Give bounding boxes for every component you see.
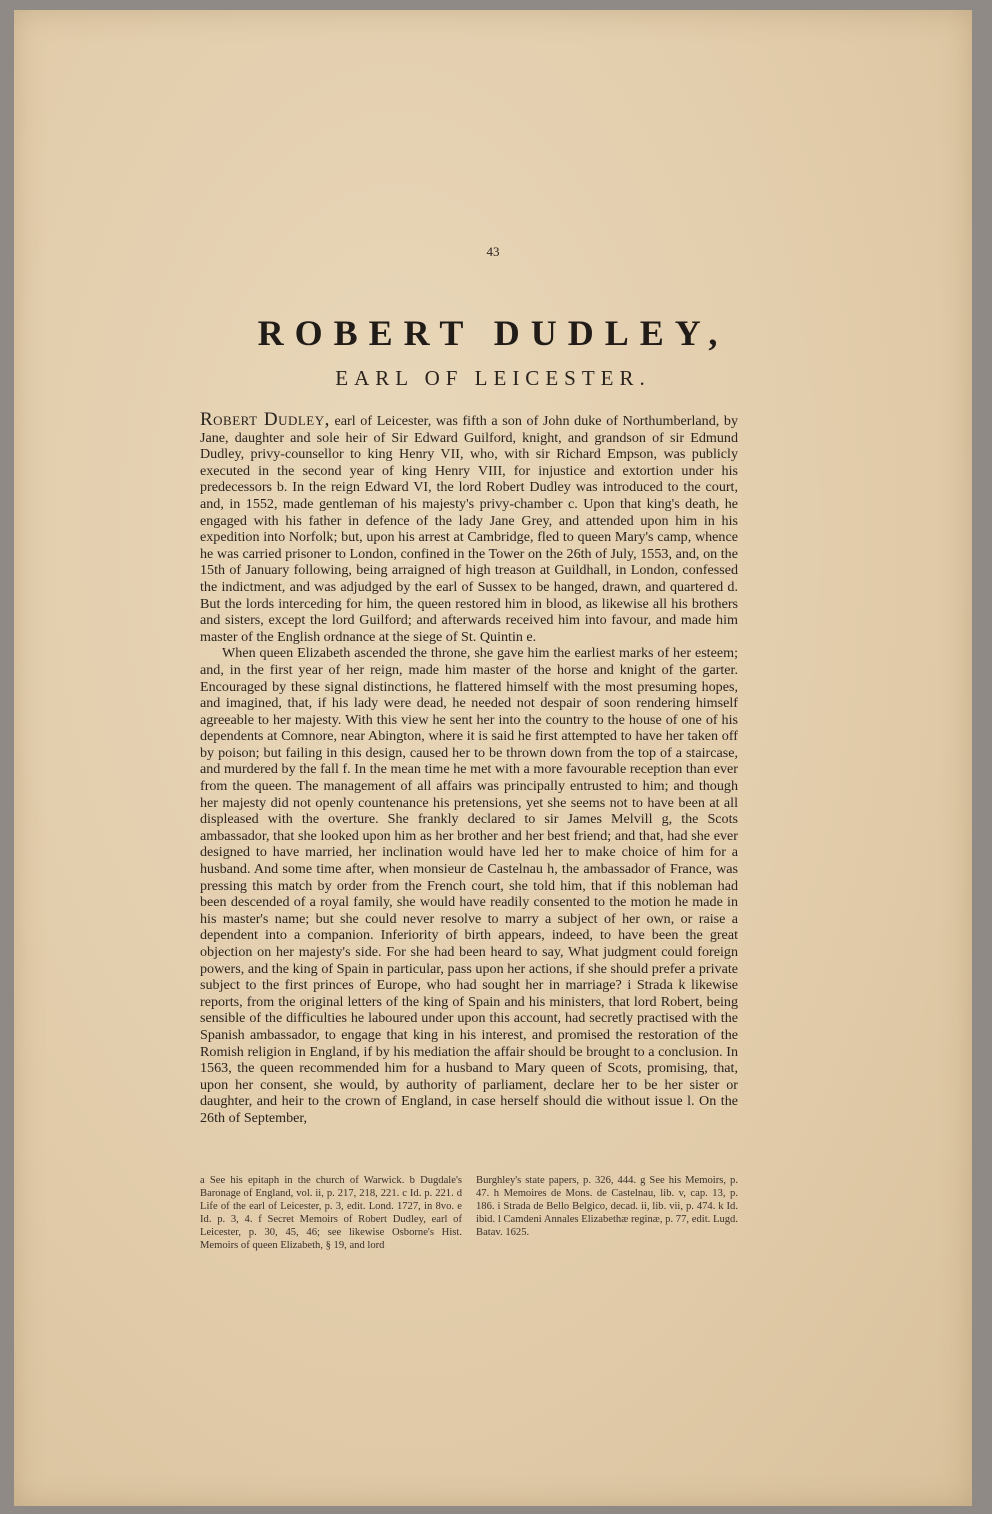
footnotes-left-column: a See his epitaph in the church of Warwick. b Dugdale's Baronage of England, vol. ii, p. 217, 218, 221. c Id. p. 221. d Life of the earl of Leicester, p. 3, edit. Lond. 1727, in 8vo. e Id. p. 3, 4. f Secret Memoirs of Robert Dudley, earl of Leicester, p. 30, 45, 46; see likewise Osborne's Hist. Memoirs of queen Elizabeth, § 19, and lord <box>200 1175 462 1251</box>
footnotes-right-column: Burghley's state papers, p. 326, 444. g See his Memoirs, p. 47. h Memoires de Mons. de Castelnau, lib. v, cap. 13, p. 186. i Strada de Bello Belgico, decad. ii, lib. vii, p. 474. k Id. ibid. l Camdeni Annales Elizabethæ reginæ, p. 77, edit. Lugd. Batav. 1625. <box>476 1175 738 1238</box>
body-text <box>200 409 738 1127</box>
paragraph-lead: Robert Dudley, <box>200 409 330 430</box>
page-subtitle: EARL OF LEICESTER. <box>335 366 651 390</box>
paragraph-1 <box>200 409 738 645</box>
footnotes <box>200 1174 738 1252</box>
page-number: 43 <box>486 244 500 259</box>
paragraph-2 <box>200 645 738 1126</box>
paper-sheet <box>14 10 972 1506</box>
paragraph-text: When queen Elizabeth ascended the throne, she gave him the earliest marks of her esteem; and, in the first year of her reign, made him master of the horse and knight of the garter. Encouraged by these signal distinctions, he flattered himself with the most presuming hopes, and imagined, that, if his lady were dead, he needed not despair of soon rendering himself agreeable to her majesty. With this view he sent her into the country to the house of one of his dependents at Comnore, near Abington, where it is said he first attempted to have her taken off by poison; but failing in this design, caused her to be thrown down from the top of a staircase, and murdered by the fall f. In the mean time he met with a more favourable reception than ever from the queen. The management of all affairs was principally entrusted to him; and though her majesty did not openly countenance his pretensions, yet she seems not to have been at all displeased with the overture. She frankly declared to sir James Melvill g, the Scots ambassador, that she looked upon him as her brother and her best friend; and that, had she ever designed to have married, her inclination would have led her to make choice of him for a husband. And some time after, when monsieur de Castelnau h, the ambassador of France, was pressing this match by order from the French court, she told him, that if this nobleman had been descended of a royal family, she would have readily consented to the motion he made in his master's name; but she could never resolve to marry a subject of her own, or raise a dependent into a companion. Inferiority of birth appears, indeed, to have been the great objection on her majesty's side. For she had been heard to say, What judgment could foreign powers, and the king of Spain in particular, pass upon her actions, if she should prefer a private subject to the first princes of Europe, who had sought her in marriage? i Strada k likewise reports, from the original letters of the king of Spain and his ministers, that lord Robert, being sensible of the difficulties he laboured under upon this account, had secretly practised with the Spanish ambassador, to engage that king in his interest, and promised the restoration of the Romish religion in England, if by his mediation the affair should be brought to a conclusion. In 1563, the queen recommended him for a husband to Mary queen of Scots, promising, that, upon her consent, she would, by authority of parliament, declare her to be her sister or daughter, and heir to the crown of England, in case herself should die without issue l. On the 26th of September, <box>200 645 738 1126</box>
page-title: ROBERT DUDLEY, <box>257 313 729 353</box>
paragraph-text: earl of Leicester, was fifth a son of John duke of Northumberland, by Jane, daughter and sole heir of Sir Edward Guilford, knight, and grandson of sir Edmund Dudley, privy-counsellor to king Henry VII, who, with sir Richard Empson, was publicly executed in the second year of king Henry VIII, for injustice and extortion under his predecessors b. In the reign Edward VI, the lord Robert Dudley was introduced to the court, and, in 1552, made gentleman of his majesty's privy-chamber c. Upon that king's death, he engaged with his father in defence of the lady Jane Grey, and attended upon him in his expedition into Norfolk; but, upon his arrest at Cambridge, fled to queen Mary's camp, whence he was carried prisoner to London, confined in the Tower on the 26th of July, 1553, and, on the 15th of January following, being arraigned of high treason at Guildhall, in London, confessed the indictment, and was adjudged by the earl of Sussex to be hanged, drawn, and quartered d. But the lords interceding for him, the queen restored him in blood, as likewise all his brothers and sisters, except the lord Guilford; and afterwards received him into favour, and made him master of the English ordnance at the siege of St. Quintin e. <box>200 413 738 645</box>
